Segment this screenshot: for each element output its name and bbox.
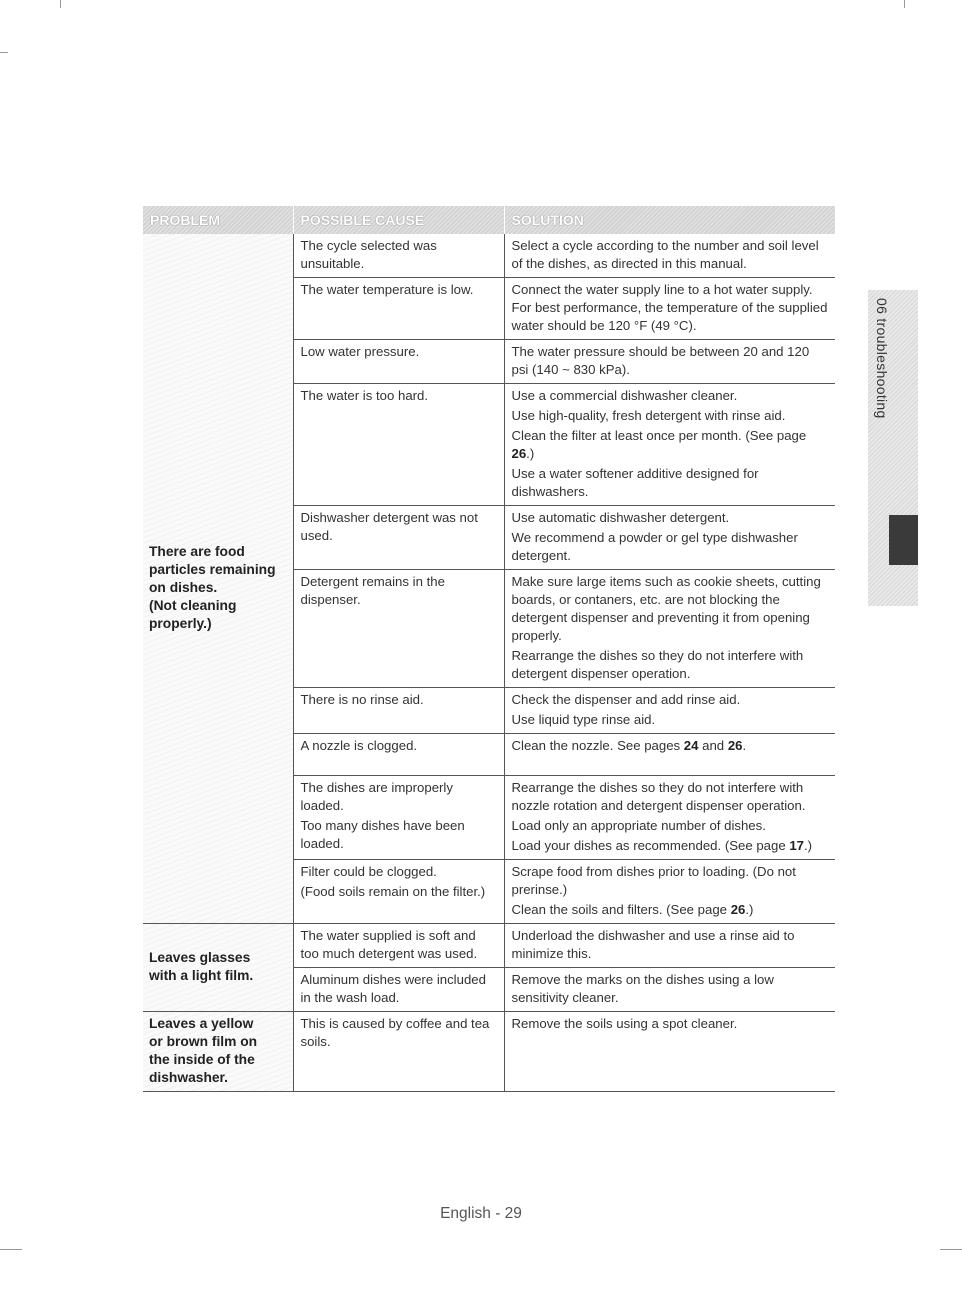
chapter-side-tab	[868, 290, 918, 606]
solution-text-part: Clean the filter at least once per month. (See page	[511, 428, 807, 443]
cause-cell	[293, 1012, 504, 1092]
solution-text: Rearrange the dishes so they do not interfere with detergent dispenser operation.	[511, 648, 804, 681]
solution-text: Use high-quality, fresh detergent with rinse aid.	[511, 408, 786, 423]
cause-text: The water supplied is soft and too much detergent was used.	[300, 928, 478, 961]
problem-line: with a light film.	[149, 968, 254, 983]
solution-cell	[504, 506, 835, 570]
solution-cell	[504, 234, 835, 278]
solution-text	[512, 901, 829, 919]
table-row	[143, 924, 835, 968]
problem-line: There are food	[149, 544, 245, 559]
problem-line: Leaves glasses	[149, 950, 251, 965]
solution-cell	[504, 688, 835, 734]
cause-text: The water temperature is low.	[300, 282, 474, 297]
chapter-tab-marker	[889, 515, 918, 565]
cause-text: The dishes are improperly loaded.	[300, 780, 453, 813]
problem-yellow-film	[143, 1012, 293, 1092]
cause-text: There is no rinse aid.	[300, 692, 424, 707]
page-footer: English - 29	[440, 1205, 522, 1222]
solution-text: Remove the marks on the dishes using a low sensitivity cleaner.	[511, 972, 774, 1005]
solution-text: Use a commercial dishwasher cleaner.	[511, 388, 738, 403]
crop-mark	[60, 0, 61, 8]
problem-food-particles	[143, 234, 293, 924]
cause-text: (Food soils remain on the filter.)	[300, 884, 486, 899]
solution-text-part: Clean the soils and filters. (See page	[511, 902, 731, 917]
page-reference: 17	[789, 838, 805, 853]
cause-text: Low water pressure.	[300, 344, 420, 359]
solution-text	[512, 737, 829, 755]
cause-text: The cycle selected was unsuitable.	[300, 238, 437, 271]
page-reference: 24	[683, 738, 699, 753]
solution-text-part: .)	[526, 446, 535, 461]
solution-text: Load only an appropriate number of dishes.	[511, 818, 766, 833]
solution-text-part: and	[698, 738, 728, 753]
cause-cell	[293, 968, 504, 1012]
cause-cell	[293, 924, 504, 968]
solution-cell	[504, 570, 835, 688]
solution-text: Connect the water supply line to a hot water supply. For best performance, the temperature of the supplied water should be 120 °F (49 °C).	[511, 282, 828, 333]
cause-cell	[293, 734, 504, 776]
solution-text: Use liquid type rinse aid.	[511, 712, 656, 727]
solution-text	[512, 837, 829, 855]
cause-cell	[293, 570, 504, 688]
problem-line: or brown film on	[149, 1034, 258, 1049]
page-reference: 26	[730, 902, 746, 917]
solution-cell	[504, 968, 835, 1012]
cause-cell	[293, 776, 504, 860]
cause-cell	[293, 688, 504, 734]
solution-text: Use a water softener additive designed for dishwashers.	[511, 466, 759, 499]
problem-line: particles remaining	[149, 562, 276, 577]
troubleshooting-table	[143, 206, 835, 1092]
solution-cell	[504, 734, 835, 776]
header-solution: SOLUTION	[504, 206, 835, 234]
crop-mark	[0, 1249, 22, 1250]
solution-text-part: Load your dishes as recommended. (See page	[511, 838, 790, 853]
solution-text: Remove the soils using a spot cleaner.	[511, 1016, 738, 1031]
cause-text: The water is too hard.	[300, 388, 429, 403]
cause-cell	[293, 860, 504, 924]
problem-line: Leaves a yellow	[149, 1016, 254, 1031]
table-row	[143, 234, 835, 278]
problem-line: properly.)	[149, 616, 212, 631]
cause-cell	[293, 340, 504, 384]
cause-cell	[293, 384, 504, 506]
solution-cell	[504, 924, 835, 968]
page-reference: 26	[511, 446, 527, 461]
crop-mark	[0, 52, 8, 53]
solution-text-part: .)	[804, 838, 813, 853]
solution-text: Use automatic dishwasher detergent.	[511, 510, 730, 525]
chapter-tab-label: 06 troubleshooting	[874, 298, 890, 419]
cause-text: This is caused by coffee and tea soils.	[300, 1016, 490, 1049]
solution-text: Underload the dishwasher and use a rinse aid to minimize this.	[511, 928, 795, 961]
cause-text: Aluminum dishes were included in the wash load.	[300, 972, 486, 1005]
solution-cell	[504, 776, 835, 860]
cause-text: Filter could be clogged.	[300, 864, 437, 879]
cause-text: A nozzle is clogged.	[300, 738, 418, 753]
solution-text: We recommend a powder or gel type dishwasher detergent.	[511, 530, 798, 563]
solution-text-part: Clean the nozzle. See pages	[511, 738, 684, 753]
solution-cell	[504, 340, 835, 384]
problem-line: the inside of the	[149, 1052, 255, 1067]
table-header-row	[143, 206, 835, 234]
solution-text: Make sure large items such as cookie sheets, cutting boards, or contaners, etc. are not blocking the detergent dispenser and preventing it from opening properly.	[511, 574, 821, 643]
solution-text: Scrape food from dishes prior to loading. (Do not prerinse.)	[511, 864, 796, 897]
solution-cell	[504, 384, 835, 506]
header-possible-cause: POSSIBLE CAUSE	[293, 206, 504, 234]
solution-text-part: .	[742, 738, 747, 753]
cause-text: Detergent remains in the dispenser.	[300, 574, 445, 607]
solution-cell	[504, 1012, 835, 1092]
solution-text-part: .)	[745, 902, 754, 917]
problem-light-film	[143, 924, 293, 1012]
solution-cell	[504, 860, 835, 924]
header-problem: PROBLEM	[143, 206, 293, 234]
solution-text: Check the dispenser and add rinse aid.	[511, 692, 741, 707]
crop-mark	[940, 1249, 962, 1250]
cause-text: Too many dishes have been loaded.	[300, 818, 465, 851]
cause-cell	[293, 234, 504, 278]
page-reference: 26	[727, 738, 743, 753]
cause-text: Dishwasher detergent was not used.	[300, 510, 478, 543]
table-row	[143, 1012, 835, 1092]
problem-line: on dishes.	[149, 580, 218, 595]
crop-mark	[904, 0, 905, 8]
problem-line: dishwasher.	[149, 1070, 228, 1085]
cause-cell	[293, 506, 504, 570]
cause-cell	[293, 278, 504, 340]
solution-text: Rearrange the dishes so they do not interfere with nozzle rotation and detergent dispenser operation.	[511, 780, 806, 813]
solution-text: Select a cycle according to the number and soil level of the dishes, as directed in this manual.	[511, 238, 819, 271]
solution-cell	[504, 278, 835, 340]
problem-line: (Not cleaning	[149, 598, 237, 613]
solution-text: The water pressure should be between 20 and 120 psi (140 ~ 830 kPa).	[511, 344, 810, 377]
solution-text	[512, 427, 829, 463]
